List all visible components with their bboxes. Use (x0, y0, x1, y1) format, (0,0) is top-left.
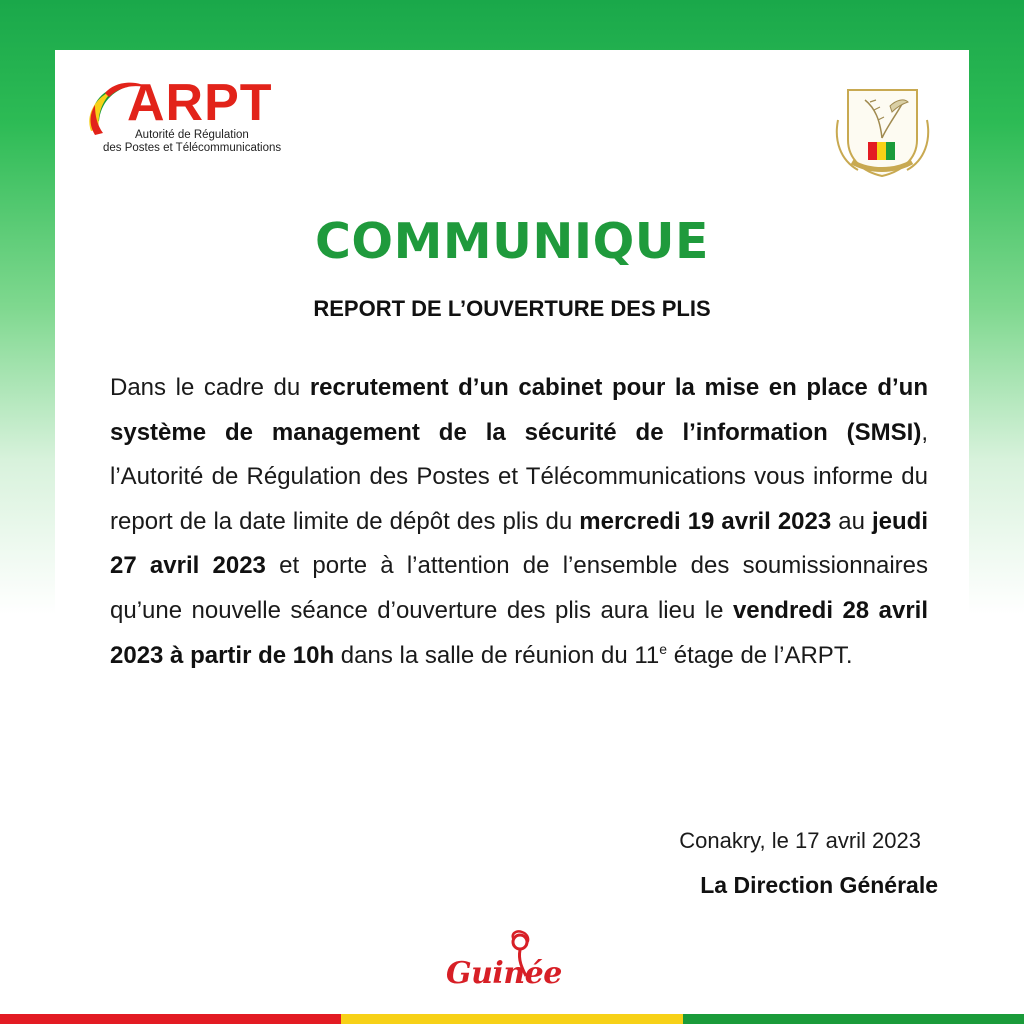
arpt-wordmark: ARPT (127, 74, 273, 132)
arpt-subtitle-line2: des Postes et Télécommunications (103, 142, 282, 154)
body-text-6: étage de l’ARPT. (667, 641, 853, 669)
body-superscript: e (659, 640, 668, 657)
arpt-logo (85, 75, 305, 160)
flag-red-stripe (0, 1014, 341, 1024)
flag-green-stripe (683, 1014, 1024, 1024)
guinee-wordmark: Guinée (446, 956, 562, 991)
place-date: Conakry, le 17 avril 2023 (679, 828, 921, 853)
body-text-2: , l’Autorité de Régulation des Postes et Télécommunications vous informe du report de la date limite de dépôt des plis du (110, 418, 928, 535)
signature: La Direction Générale (700, 872, 938, 898)
guinee-logo (440, 930, 585, 1000)
flag-bar (0, 1014, 1024, 1024)
guinea-coat-of-arms-icon (830, 80, 935, 180)
arpt-subtitle-line1: Autorité de Régulation (135, 129, 249, 141)
body-text-3: au (831, 507, 872, 535)
communique-title: COMMUNIQUE (314, 213, 710, 270)
body-bold-2: mercredi 19 avril 2023 (579, 507, 832, 535)
body-bold-3: jeudi 27 avril 2023 (110, 507, 929, 580)
body-text-4: et porte à l’attention de l’ensemble des soumissionnaires qu’une nouvelle séance d’ouverture des plis aura lieu le (110, 552, 928, 624)
body-bold-4: vendredi 28 avril 2023 à partir de 10h (110, 596, 928, 669)
communique-body (110, 366, 928, 678)
body-text-1: Dans le cadre du (110, 374, 310, 401)
body-text-5: dans la salle de réunion du 11 (334, 641, 660, 669)
flag-yellow-stripe (341, 1014, 682, 1024)
communique-subtitle: REPORT DE L’OUVERTURE DES PLIS (313, 296, 711, 321)
body-bold-1: recrutement d’un cabinet pour la mise en place d’un système de management de la sécurité de l’information (SMSI) (110, 374, 929, 446)
